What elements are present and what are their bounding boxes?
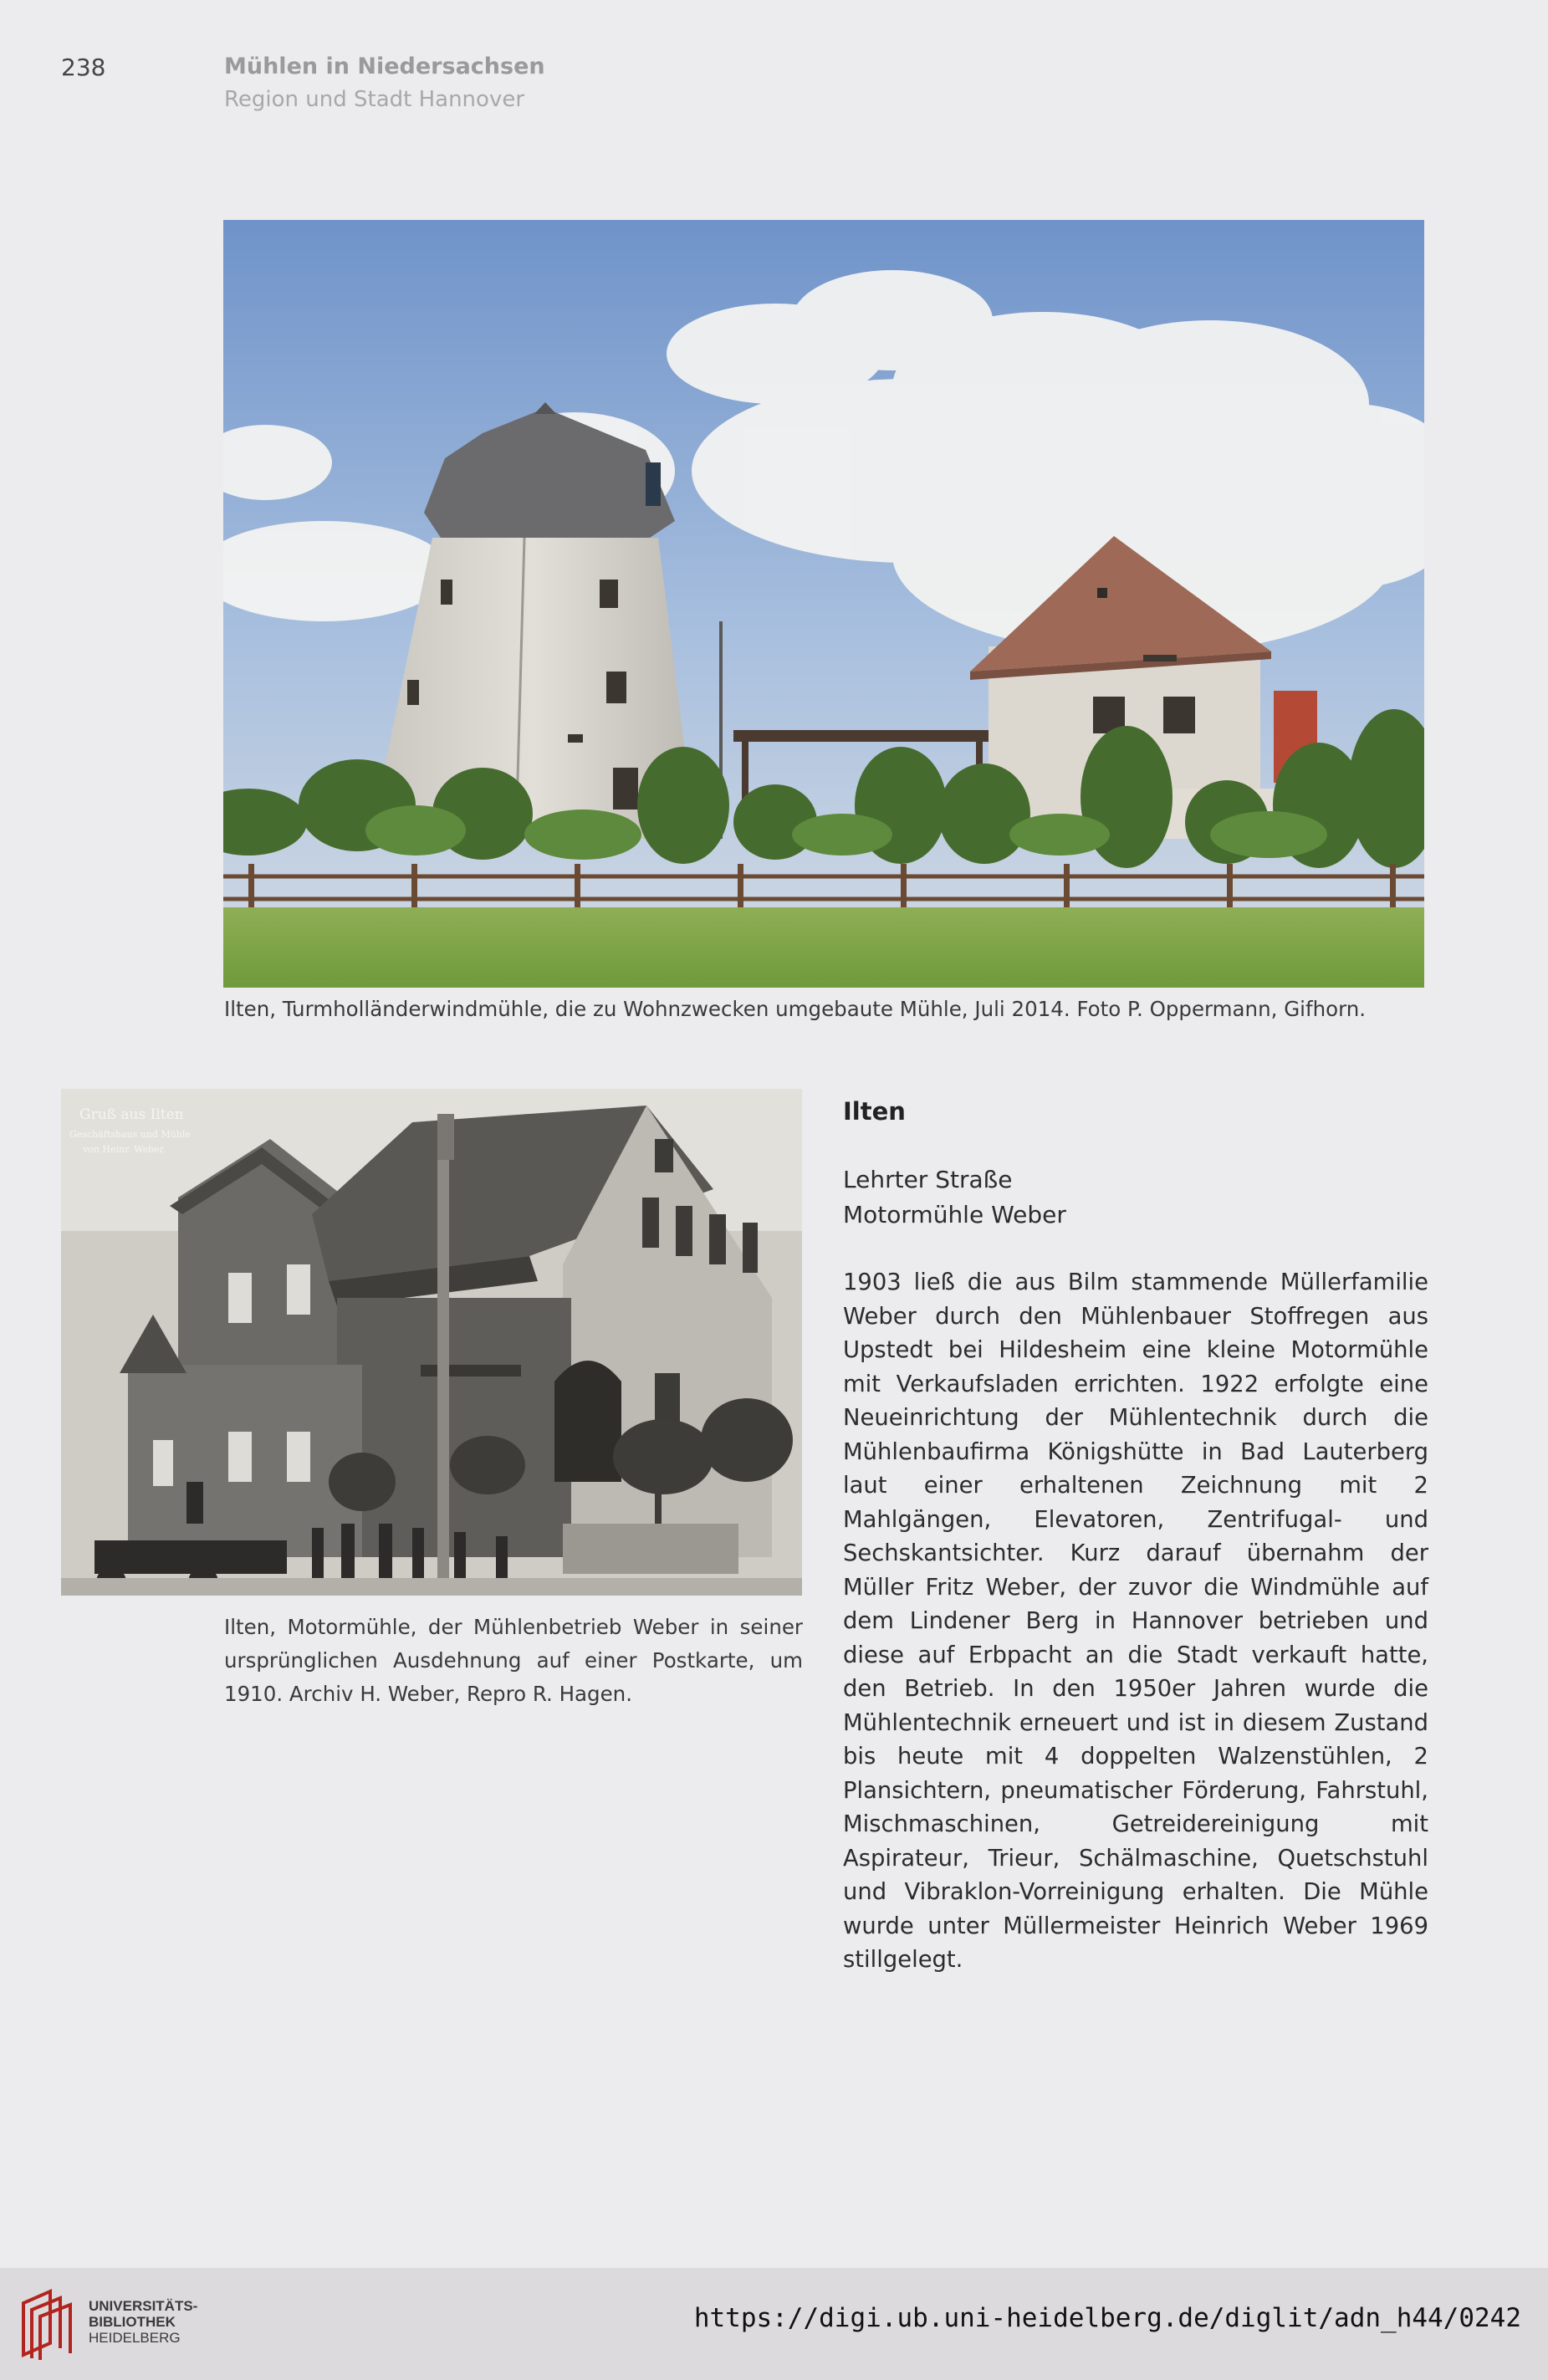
postcard-illustration (61, 1089, 802, 1596)
postcard-photo-caption: Ilten, Motormühle, der Mühlenbetrieb Weber in seiner ursprünglichen Ausdehnung auf einer Postkarte, um 1910. Archiv H. Weber, Repro R. Hagen. (224, 1615, 803, 1706)
library-name (89, 2298, 197, 2346)
library-name-line-3: HEIDELBERG (89, 2330, 181, 2346)
article-heading: Ilten (843, 1097, 906, 1126)
postcard-line-3: von Heinr. Weber. (83, 1144, 166, 1155)
article-location (843, 1162, 1428, 1233)
postcard-line-2: Geschäftshaus und Mühle (69, 1129, 191, 1140)
digital-library-link[interactable]: https://digi.ub.uni-heidelberg.de/diglit/adn_h44/0242 (693, 2303, 1521, 2333)
windmill-photo-caption: Ilten, Turmholländerwindmühle, die zu Wohnzwecken umgebaute Mühle, Juli 2014. Foto P. Oppermann, Gifhorn. (224, 997, 1367, 1021)
windmill-photo (223, 220, 1424, 988)
article (843, 1087, 1428, 2000)
page-number: 238 (61, 54, 106, 81)
running-title: Mühlen in Niedersachsen (224, 54, 545, 79)
article-mill-name: Motormühle Weber (843, 1201, 1066, 1228)
postcard-photo (61, 1089, 802, 1596)
article-body: 1903 ließ die aus Bilm stammende Müllerfamilie Weber durch den Mühlenbauer Stoffregen aus Upstedt bei Hildesheim eine kleine Motormühle mit Verkaufsladen errichten. 1922 erfolgte eine Neueinrichtung der Mühlentechnik durch die Mühlenbaufirma Königshütte in Bad Lauterberg laut einer erhaltenen Zeichnung mit 2 Mahlgängen, Elevatoren, Zentrifugal- und Sechskantsichter. Kurz darauf übernahm der Müller Fritz Weber, der zuvor die Windmühle auf dem Lindener Berg in Hannover betrieben und diese auf Erbpacht an die Stadt verkauft hatte, den Betrieb. In den 1950er Jahren wurde die Mühlentechnik erneuert und ist in diesem Zustand bis heute mit 4 doppelten Walzenstühlen, 2 Plansichtern, pneumatischer Förderung, Fahrstuhl, Mischmaschinen, Getreidereinigung mit Aspirateur, Trieur, Schälmaschine, Quetschstuhl und Vibraklon-Vorreinigung erhalten. Die Mühle wurde unter Müllermeister Heinrich Weber 1969 stillgelegt. (843, 1269, 1428, 1973)
postcard-greeting: Gruß aus Ilten (79, 1106, 184, 1123)
windmill-photo-illustration (223, 220, 1424, 988)
article-street: Lehrter Straße (843, 1166, 1013, 1193)
footer-bar (0, 2268, 1548, 2380)
library-name-line-1: UNIVERSITÄTS- (89, 2298, 198, 2314)
library-name-line-2: BIBLIOTHEK (89, 2314, 176, 2330)
library-logo-icon (17, 2286, 77, 2362)
running-subtitle: Region und Stadt Hannover (224, 87, 525, 112)
